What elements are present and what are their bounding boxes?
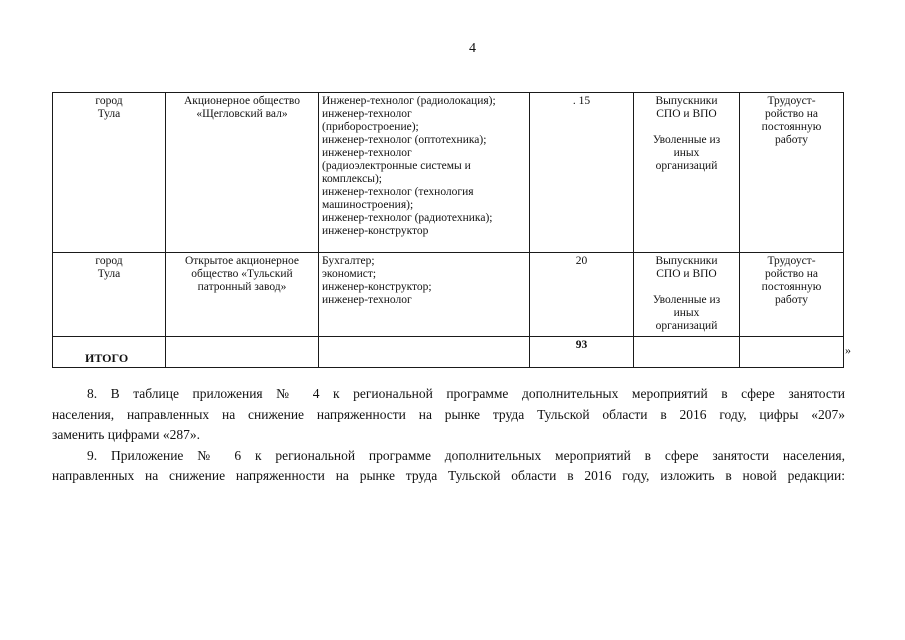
paragraph-9-line-2: направленных на снижение напряженности на рынке труда Тульской области в 2016 году, изложить в новой редакции: <box>52 468 845 483</box>
category-cell: Выпускники СПО и ВПО Уволенные из иных организаций <box>634 253 740 337</box>
category-cell: Выпускники СПО и ВПО Уволенные из иных организаций <box>634 93 740 253</box>
page-number: 4 <box>469 41 476 56</box>
count-cell: . 15 <box>530 93 634 253</box>
organization-cell: Открытое акционерное общество «Тульский патронный завод» <box>166 253 319 337</box>
employment-form-cell: Трудоуст- ройство на постоянную работу <box>740 93 844 253</box>
closing-quote: » <box>845 343 851 357</box>
total-label: ИТОГО <box>53 337 166 368</box>
empty-cell <box>634 337 740 368</box>
paragraph-8-line-1: 8. В таблице приложения № 4 к региональной программе дополнительных мероприятий в сфере занятости <box>87 386 845 401</box>
paragraph-8-line-2: населения, направленных на снижение напряженности на рынке труда Тульской области в 2016 году, цифры «207» <box>52 406 845 422</box>
organization-cell: Акционерное общество «Щегловский вал» <box>166 93 319 253</box>
empty-cell <box>740 337 844 368</box>
city-cell: город Тула <box>53 253 166 337</box>
table-row <box>53 93 844 253</box>
empty-cell <box>166 337 319 368</box>
total-value: 93 <box>530 337 634 368</box>
total-row <box>53 337 844 368</box>
professions-cell: Инженер-технолог (радиолокация); инженер-технолог (приборостроение); инженер-технолог (оптотехника); инженер-технолог (радиоэлектронные системы и комплексы); инженер-технолог (технология машиностроения); инженер-технолог (радиотехника); инженер-конструктор <box>319 93 530 253</box>
paragraph-8-line-3: заменить цифрами «287». <box>52 427 200 442</box>
count-cell: 20 <box>530 253 634 337</box>
empty-cell <box>319 337 530 368</box>
paragraph-9-line-1: 9. Приложение № 6 к региональной программе дополнительных мероприятий в сфере занятости населения, <box>87 447 845 463</box>
employment-form-cell: Трудоуст- ройство на постоянную работу <box>740 253 844 337</box>
city-cell: город Тула <box>53 93 166 253</box>
employment-table <box>52 92 844 368</box>
professions-cell: Бухгалтер; экономист; инженер-конструктор; инженер-технолог <box>319 253 530 337</box>
body-text <box>52 384 845 487</box>
table-row <box>53 253 844 337</box>
